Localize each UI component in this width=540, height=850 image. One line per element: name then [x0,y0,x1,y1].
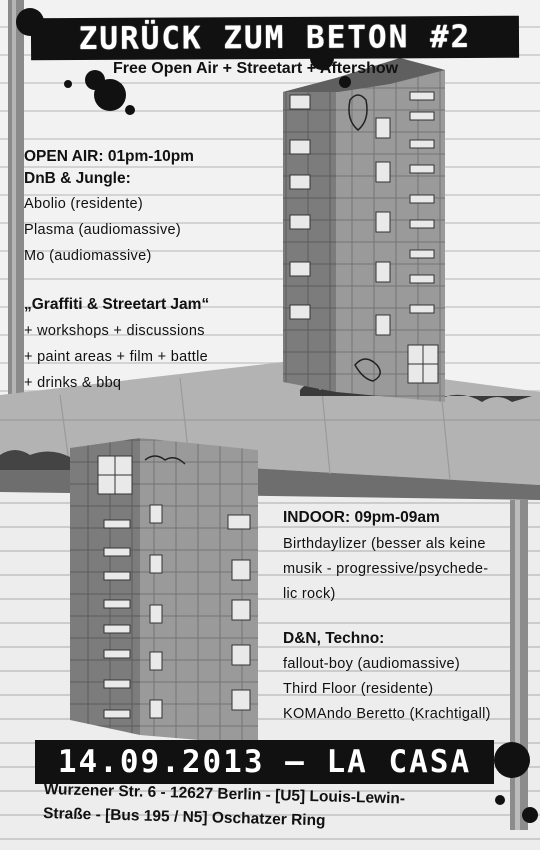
lineup-item: lic rock) [283,586,336,602]
lineup-item: fallout-boy (audiomassive) [283,656,461,672]
program-item: + workshops + discussions [24,323,205,339]
lineup-item: Third Floor (residente) [283,681,434,697]
date-venue-banner [35,740,494,784]
graffiti-heading: „Graffiti & Streetart Jam“ [24,296,210,313]
address-line: Wurzener Str. 6 - 12627 Berlin - [U5] Louis-Lewin- [43,780,406,808]
tower-model-bottom [70,438,258,745]
lineup-item: KOMAndo Beretto (Krachtigall) [283,706,491,722]
open-air-section [24,146,194,269]
address-line: Straße - [Bus 195 / N5] Oschatzer Ring [42,804,326,830]
lineup-item: Birthdaylizer (besser als keine [283,536,486,552]
dn-heading: D&N, Techno: [283,630,385,647]
indoor-heading: INDOOR: 09pm-09am [283,509,440,526]
program-item: + paint areas + film + battle [24,349,209,365]
event-title: ZURÜCK ZUM BETON #2 [78,18,472,58]
program-item: + drinks & bbq [24,375,122,391]
open-air-genre: DnB & Jungle: [24,170,131,187]
tower-model-top [283,58,445,402]
indoor-section [283,507,488,607]
dn-techno-section [283,628,491,727]
open-air-heading: OPEN AIR: 01pm-10pm [24,148,194,165]
lineup-item: Abolio (residente) [24,196,144,212]
lineup-item: Mo (audiomassive) [24,248,152,264]
lineup-item: Plasma (audiomassive) [24,222,181,238]
event-subtitle: Free Open Air + Streetart + Aftershow [113,60,399,77]
title-banner [31,16,519,61]
lineup-item: musik - progressive/psychede- [283,561,489,577]
address-block [43,778,406,835]
graffiti-section [24,294,209,396]
date-venue: 14.09.2013 – LA CASA [57,744,472,780]
